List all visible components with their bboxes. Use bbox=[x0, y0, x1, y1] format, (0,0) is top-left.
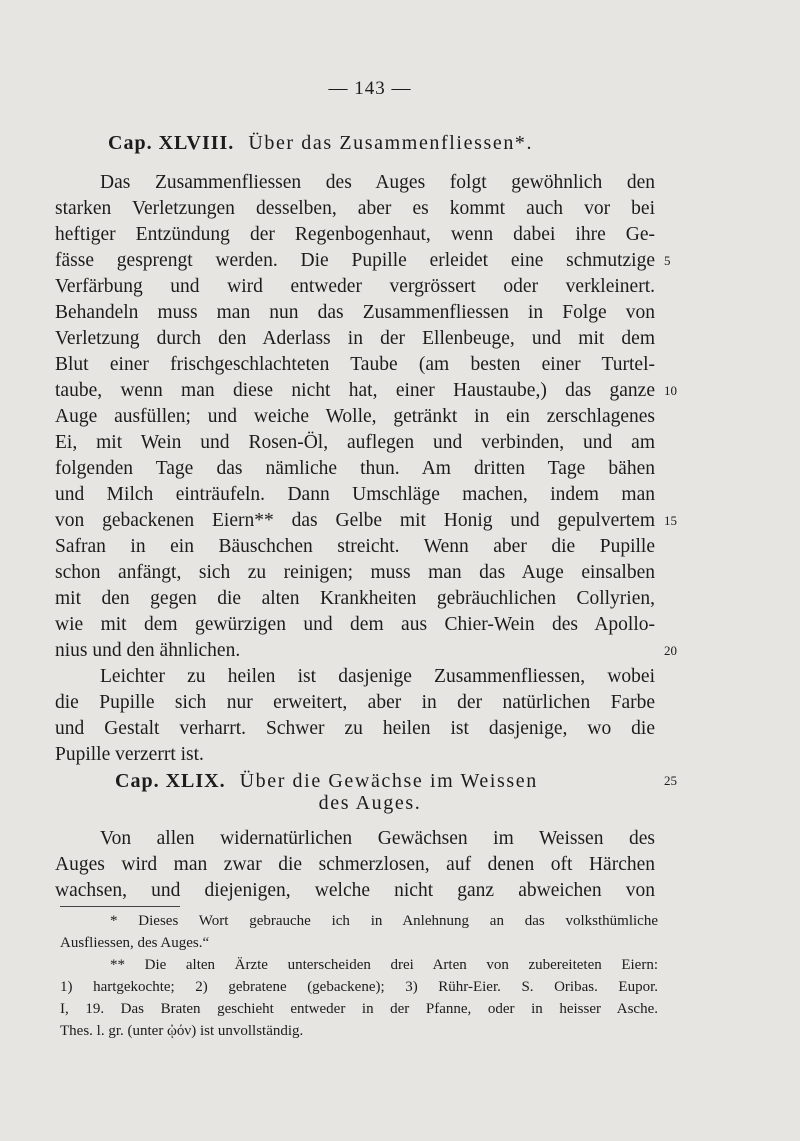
body-line: und Milch einträufeln. Dann Umschläge machen, indem man bbox=[55, 484, 655, 505]
body-line: die Pupille sich nur erweitert, aber in der natürlichen Farbe bbox=[55, 692, 655, 713]
body-line: folgenden Tage das nämliche thun. Am dritten Tage bähen bbox=[55, 458, 655, 479]
body-line: mit den gegen die alten Krankheiten gebräuchlichen Collyrien, bbox=[55, 588, 655, 609]
chapter-number: Cap. XLIX. bbox=[115, 770, 226, 792]
chapter-title: Über die Gewächse im Weissen bbox=[239, 770, 538, 792]
body-line: und Gestalt verharrt. Schwer zu heilen ist dasjenige, wo die bbox=[55, 718, 655, 739]
chapter-number: Cap. XLVIII. bbox=[108, 132, 235, 154]
body-line: heftiger Entzündung der Regenbogenhaut, wenn dabei ihre Ge- bbox=[55, 224, 655, 245]
body-line: Auges wird man zwar die schmerzlosen, auf denen oft Härchen bbox=[55, 854, 655, 875]
body-line: starken Verletzungen desselben, aber es kommt auch vor bei bbox=[55, 198, 655, 219]
footnote-line: I, 19. Das Braten geschieht entweder in der Pfanne, oder in heisser Asche. bbox=[60, 1001, 658, 1017]
chapter-heading-xlviii bbox=[108, 130, 708, 156]
body-line: Pupille verzerrt ist. bbox=[55, 744, 204, 765]
body-line: Verfärbung und wird entweder vergrössert oder verkleinert. bbox=[55, 276, 655, 297]
footnote-line: Thes. l. gr. (unter ᾠόν) ist unvollständig. bbox=[60, 1023, 304, 1039]
page-number: — 143 — bbox=[328, 78, 412, 99]
body-line: Leichter zu heilen ist dasjenige Zusammenfliessen, wobei bbox=[100, 666, 655, 687]
chapter-title: Über das Zusammenfliessen*. bbox=[248, 132, 534, 154]
body-line: fässe gesprengt werden. Die Pupille erleidet eine schmutzige bbox=[55, 250, 655, 271]
footnote-line: Ausfliessen, des Auges.“ bbox=[60, 935, 210, 951]
body-line: Von allen widernatürlichen Gewächsen im Weissen des bbox=[100, 828, 655, 849]
line-number: 20 bbox=[664, 643, 677, 658]
body-line: Behandeln muss man nun das Zusammenfliessen in Folge von bbox=[55, 302, 655, 323]
line-number: 15 bbox=[664, 513, 677, 528]
line-number: 5 bbox=[664, 253, 671, 268]
body-line: schon anfängt, sich zu reinigen; muss man das Auge einsalben bbox=[55, 562, 655, 583]
body-line: wie mit dem gewürzigen und dem aus Chier-Wein des Apollo- bbox=[55, 614, 655, 635]
footnote-line: * Dieses Wort gebrauche ich in Anlehnung an das volksthümliche bbox=[110, 913, 658, 929]
chapter-title-continuation: des Auges. bbox=[318, 792, 422, 814]
body-line: Blut einer frischgeschlachteten Taube (am besten einer Turtel- bbox=[55, 354, 655, 375]
body-line: Verletzung durch den Aderlass in der Ellenbeuge, und mit dem bbox=[55, 328, 655, 349]
line-number: 10 bbox=[664, 383, 677, 398]
footnote-line: ** Die alten Ärzte unterscheiden drei Arten von zubereiteten Eiern: bbox=[110, 957, 658, 973]
footnote-line: 1) hartgekochte; 2) gebratene (gebackene); 3) Rühr-Eier. S. Oribas. Eupor. bbox=[60, 979, 658, 995]
body-line: Das Zusammenfliessen des Auges folgt gewöhnlich den bbox=[100, 172, 655, 193]
body-line: von gebackenen Eiern** das Gelbe mit Honig und gepulvertem bbox=[55, 510, 655, 531]
footnote-rule bbox=[60, 906, 180, 907]
body-line: taube, wenn man diese nicht hat, einer Haustaube,) das ganze bbox=[55, 380, 655, 401]
line-number: 25 bbox=[664, 773, 677, 788]
body-line: Safran in ein Bäuschchen streicht. Wenn aber die Pupille bbox=[55, 536, 655, 557]
body-line: nius und den ähnlichen. bbox=[55, 640, 241, 661]
body-line: Auge ausfüllen; und weiche Wolle, getränkt in ein zerschlagenes bbox=[55, 406, 655, 427]
body-line: wachsen, und diejenigen, welche nicht ganz abweichen von bbox=[55, 880, 655, 901]
body-line: Ei, mit Wein und Rosen-Öl, auflegen und verbinden, und am bbox=[55, 432, 655, 453]
